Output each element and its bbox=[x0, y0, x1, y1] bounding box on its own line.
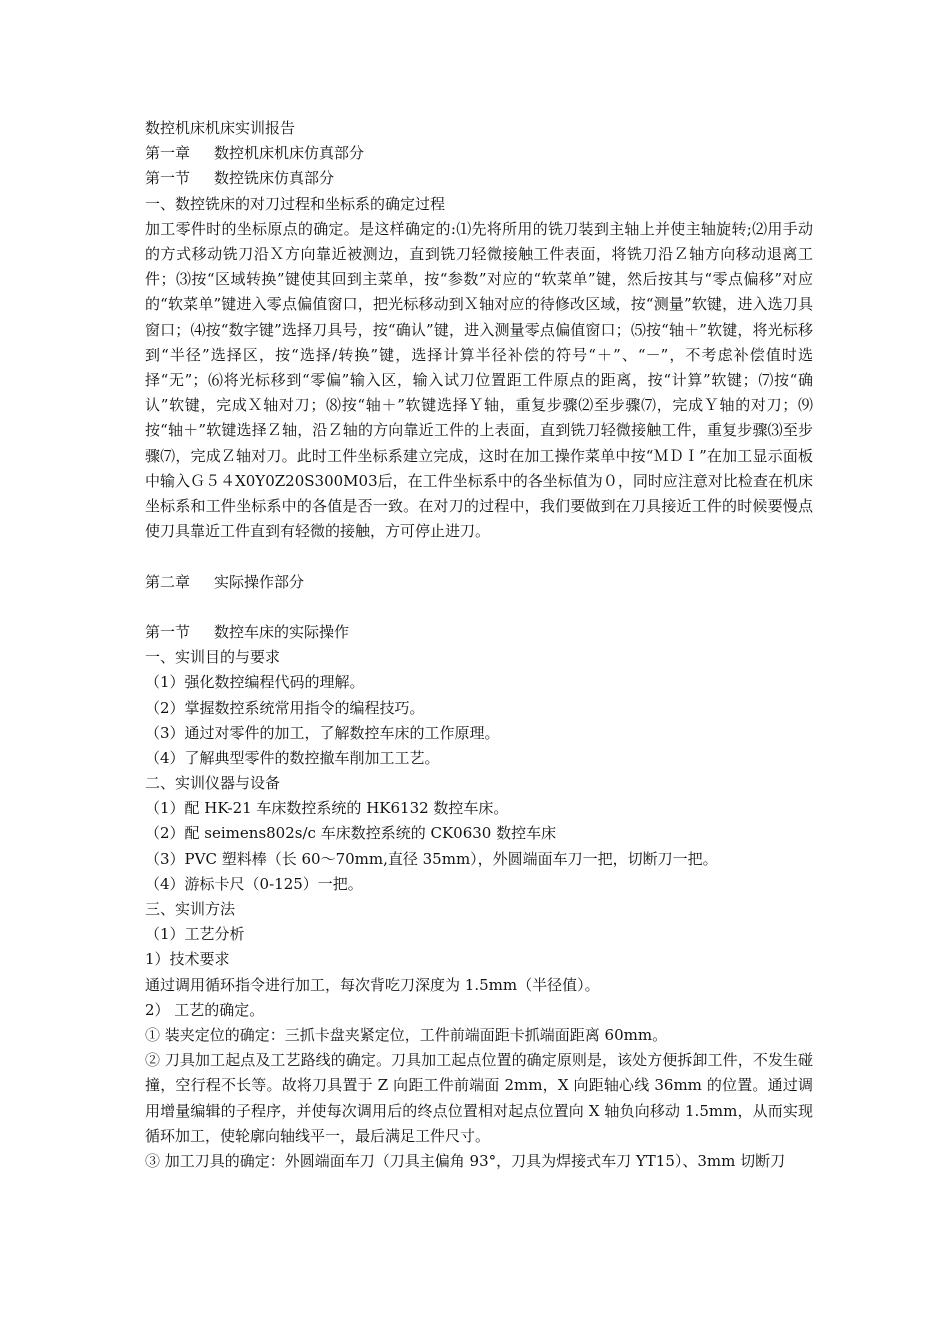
equipment-item: （1）配 HK-21 车床数控系统的 HK6132 数控车床。 bbox=[145, 799, 509, 818]
document-page bbox=[145, 116, 813, 1174]
section-two-name: 数控车床的实际操作 bbox=[214, 622, 350, 641]
equipment-item: （3）PVC 塑料棒（长 60～70mm,直径 35mm），外圆端面车刀一把，切断刀一把。 bbox=[145, 849, 718, 868]
goal-item: （1）强化数控编程代码的理解。 bbox=[145, 673, 365, 692]
chapter-two-name: 实际操作部分 bbox=[214, 572, 305, 591]
blank-line bbox=[145, 595, 813, 620]
goal-item: （2）掌握数控系统常用指令的编程技巧。 bbox=[145, 698, 425, 717]
tech-requirement-text: 通过调用循环指令进行加工，每次背吃刀深度为 1.5mm（半径值）。 bbox=[145, 975, 600, 994]
section-one-name: 数控铣床仿真部分 bbox=[214, 169, 335, 188]
section-two-label: 第一节 bbox=[145, 622, 191, 641]
section-one-label: 第一节 bbox=[145, 169, 191, 188]
process-step: ③ 加工刀具的确定：外圆端面车刀（刀具主偏角 93°，刀具为焊接式车刀 YT15）、3mm 切断刀 bbox=[145, 1151, 786, 1170]
chapter-one-heading bbox=[145, 141, 813, 166]
equipment-item: （2）配 seimens802s/c 车床数控系统的 CK0630 数控车床 bbox=[145, 824, 557, 843]
method-heading: 三、实训方法 bbox=[145, 900, 236, 919]
method-subheading: （1）工艺分析 bbox=[145, 925, 245, 944]
chapter-one-label: 第一章 bbox=[145, 144, 191, 163]
chapter-one-name: 数控机床机床仿真部分 bbox=[214, 144, 365, 163]
section-one-heading bbox=[145, 166, 813, 191]
process-step: ② 刀具加工起点及工艺路线的确定。刀具加工起点位置的确定原则是，该处方便拆卸工件，不发生碰撞，空行程不长等。故将刀具置于 Z 向距工件前端面 2mm，X 向距轴心线 36mm 的位置。通过调用增量编辑的子程序，并使每次调用后的终点位置相对起点位置向 X 轴负向移动 1.5mm，从而实现循环加工，使轮廓向轴线平一，最后满足工件尺寸。 bbox=[145, 1051, 813, 1145]
tech-requirement-heading: 1）技术要求 bbox=[145, 950, 230, 969]
process-step: ① 装夹定位的确定：三抓卡盘夹紧定位，工件前端面距卡抓端面距离 60mm。 bbox=[145, 1025, 668, 1044]
part-one-heading: 一、数控铣床的对刀过程和坐标系的确定过程 bbox=[145, 194, 446, 213]
section-two-heading bbox=[145, 620, 813, 645]
process-heading: 2） 工艺的确定。 bbox=[145, 1000, 265, 1019]
equipment-item: （4）游标卡尺（0-125）一把。 bbox=[145, 874, 363, 893]
goals-heading: 一、实训目的与要求 bbox=[145, 648, 281, 667]
goal-item: （3）通过对零件的加工，了解数控车床的工作原理。 bbox=[145, 723, 500, 742]
equipment-heading: 二、实训仪器与设备 bbox=[145, 774, 281, 793]
blank-line bbox=[145, 544, 813, 569]
goal-item: （4）了解典型零件的数控撤车削加工工艺。 bbox=[145, 748, 440, 767]
document-title: 数控机床机床实训报告 bbox=[145, 119, 296, 137]
part-one-paragraph: 加工零件时的坐标原点的确定。是这样确定的:⑴先将所用的铣刀装到主轴上并使主轴旋转;⑵用手动的方式移动铣刀沿Ｘ方向靠近被测边，直到铣刀轻微接触工件表面，将铣刀沿Ｚ轴方向移动退离工件；⑶按“区域转换”键使其回到主菜单，按“参数”对应的“软菜单”键，然后按其与“零点偏移”对应的“软菜单”键进入零点偏值窗口，把光标移动到Ｘ轴对应的待修改区域，按“测量”软键，进入选刀具窗口；⑷按“数字键”选择刀具号，按“确认”键，进入测量零点偏值窗口；⑸按“轴＋”软键，将光标移到“半径”选择区，按“选择/转换”键，选择计算半径补偿的符号“＋”、“－”，不考虑补偿值时选择“无”；⑹将光标移到“零偏”输入区，输入试刀位置距工件原点的距离，按“计算”软键；⑺按“确认”软键，完成Ｘ轴对刀；⑻按“轴＋”软键选择Ｙ轴，重复步骤⑵至步骤⑺，完成Ｙ轴的对刀；⑼按“轴＋”软键选择Ｚ轴，沿Ｚ轴的方向靠近工件的上表面，直到铣刀轻微接触工件，重复步骤⑶至步骤⑺，完成Ｚ轴对刀。此时工件坐标系建立完成，这时在加工操作菜单中按“ＭＤＩ”在加工显示面板中输入Ｇ５４X0Y0Z20S300M03后，在工件坐标系中的各坐标值为０，同时应注意对比检查在机床坐标系和工件坐标系中的各值是否一致。在对刀的过程中，我们要做到在刀具接近工件的时候要慢点使刀具靠近工件直到有轻微的接触，方可停止进刀。 bbox=[145, 219, 813, 541]
chapter-two-heading bbox=[145, 570, 813, 595]
chapter-two-label: 第二章 bbox=[145, 572, 191, 591]
